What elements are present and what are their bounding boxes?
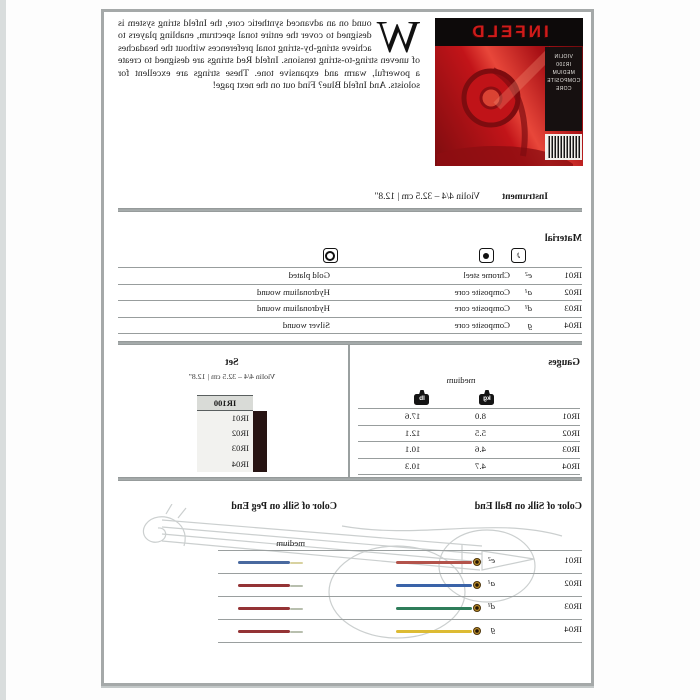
material-column-icons xyxy=(118,247,582,265)
lb-value: 17.6 xyxy=(405,411,421,421)
peg-end-silk xyxy=(238,630,290,634)
core-material: Composite core xyxy=(454,303,510,313)
kg-value: 8.0 xyxy=(475,411,486,421)
peg-end-tail xyxy=(290,585,303,587)
lb-weight-icon: lb xyxy=(414,390,430,406)
peg-end-silk xyxy=(238,584,290,588)
section-rule xyxy=(118,208,582,212)
box-strip-line: IR100 xyxy=(555,62,572,68)
kg-value: 4.7 xyxy=(475,460,486,471)
peg-end-silk xyxy=(238,561,290,565)
barcode xyxy=(545,134,582,160)
ball-end-dot xyxy=(473,581,481,589)
lb-value: 12.1 xyxy=(405,427,421,438)
intro-paragraph xyxy=(118,11,420,92)
box-strip-line: MEDIUM xyxy=(552,70,575,76)
product-code: IR01 xyxy=(562,411,580,421)
core-material: Composite core xyxy=(454,286,510,297)
winding-material: Hydronalium wound xyxy=(256,303,330,313)
lb-value: 10.1 xyxy=(405,444,421,454)
core-material: Chrome steel xyxy=(463,270,510,280)
material-section xyxy=(118,233,582,334)
set-table xyxy=(197,395,267,472)
product-code: IR01 xyxy=(564,555,582,565)
silk-peg-end-title: Color of Silk on Peg End xyxy=(231,501,337,512)
lb-value: 10.3 xyxy=(405,460,421,471)
table-row xyxy=(218,574,582,597)
kg-value: 5.5 xyxy=(475,427,486,438)
table-row xyxy=(118,268,582,285)
ball-end-silk xyxy=(396,561,472,564)
product-code: IR03 xyxy=(564,601,582,611)
gauges-table xyxy=(358,408,580,475)
box-strip-line: COMPOSITE xyxy=(546,78,581,84)
silk-ball-end-title: Color of Silk on Ball End xyxy=(474,501,582,512)
ball-end-silk xyxy=(396,584,472,587)
set-subtitle: Violin 4/4 – 32.5 cm | 12.8" xyxy=(188,372,276,381)
box-info-strip xyxy=(545,47,582,131)
brand-logo xyxy=(435,18,583,46)
ball-end-dot xyxy=(473,558,481,566)
table-row xyxy=(358,426,580,443)
table-row xyxy=(118,285,582,302)
list-item: IR03 xyxy=(231,443,249,454)
peg-end-tail xyxy=(290,562,303,564)
dropcap: W xyxy=(376,11,420,62)
brand-logo-text: INFELD xyxy=(469,22,549,41)
product-code: IR01 xyxy=(564,270,582,280)
section-rule xyxy=(118,341,582,345)
product-box-image xyxy=(435,18,583,166)
product-code: IR04 xyxy=(564,624,582,634)
table-row xyxy=(118,301,582,318)
panel-divider xyxy=(348,345,350,477)
product-code: IR03 xyxy=(564,303,582,313)
peg-end-silk xyxy=(238,607,290,611)
intro-text: ound on an advanced synthetic core, the Infeld string system is designed to cover the entire tonal spectrum, enabling players to achieve string-by-string tonal preferences without the headaches of uneven string-to-string tensions. Infeld Red strings are designed to create a powerful, warm and expansive tone. These strings are excellent for soloists. And Infeld Blue? Find out on the next page! xyxy=(118,18,420,92)
section-rule xyxy=(118,477,582,481)
table-row xyxy=(358,409,580,426)
string-note: e² xyxy=(488,555,495,565)
material-title: Material xyxy=(544,233,582,244)
instrument-value: Violin 4/4 – 32.5 cm | 12.8" xyxy=(374,192,480,202)
box-strip-line: CORE xyxy=(555,86,572,92)
string-note: d¹ xyxy=(487,601,495,611)
set-code-header: IR100 xyxy=(197,395,253,411)
table-row xyxy=(358,442,580,459)
instrument-row xyxy=(118,192,591,208)
string-note: a¹ xyxy=(487,578,495,588)
product-code: IR04 xyxy=(562,460,580,471)
gauges-subtitle: medium xyxy=(446,375,476,385)
winding-material: Gold plated xyxy=(288,270,330,280)
winding-material: Silver wound xyxy=(282,319,330,330)
product-code: IR03 xyxy=(562,444,580,454)
silk-subtitle: medium xyxy=(276,538,305,548)
list-item: IR02 xyxy=(231,428,249,439)
product-code: IR02 xyxy=(564,286,582,297)
winding-icon xyxy=(323,248,338,263)
ball-end-dot xyxy=(473,604,481,612)
box-strip-line: VIOLIN xyxy=(554,54,573,60)
kg-weight-icon: kg xyxy=(479,390,495,406)
string-note: e² xyxy=(525,270,532,280)
material-table xyxy=(118,267,582,334)
string-note: g xyxy=(490,624,495,634)
core-material: Composite core xyxy=(454,319,510,330)
gauges-title: Gauges xyxy=(548,357,580,368)
peg-end-tail xyxy=(290,608,303,610)
set-title: Set xyxy=(225,357,239,368)
product-code: IR02 xyxy=(564,578,582,588)
list-item: IR04 xyxy=(231,458,249,469)
table-row xyxy=(358,459,580,476)
table-row xyxy=(218,620,582,643)
table-row xyxy=(218,597,582,620)
ball-end-silk xyxy=(396,630,472,633)
silk-table xyxy=(218,550,582,643)
winding-material: Hydronalium wound xyxy=(256,286,330,297)
string-note: g xyxy=(527,319,532,330)
peg-end-tail xyxy=(290,631,303,633)
list-item: IR01 xyxy=(231,413,249,423)
product-code: IR04 xyxy=(564,319,582,330)
core-icon xyxy=(479,248,494,263)
kg-value: 4.6 xyxy=(475,444,486,454)
instrument-label: Instrument xyxy=(502,192,548,202)
table-row xyxy=(218,550,582,574)
ball-end-silk xyxy=(396,607,472,610)
note-icon: ♪ xyxy=(511,248,526,263)
string-note: a¹ xyxy=(524,286,532,297)
set-package-strip xyxy=(253,411,267,472)
table-row xyxy=(118,318,582,335)
set-items xyxy=(197,411,253,472)
catalog-sheet xyxy=(101,9,594,686)
string-note: d¹ xyxy=(524,303,532,313)
product-code: IR02 xyxy=(562,427,580,438)
ball-end-dot xyxy=(473,627,481,635)
